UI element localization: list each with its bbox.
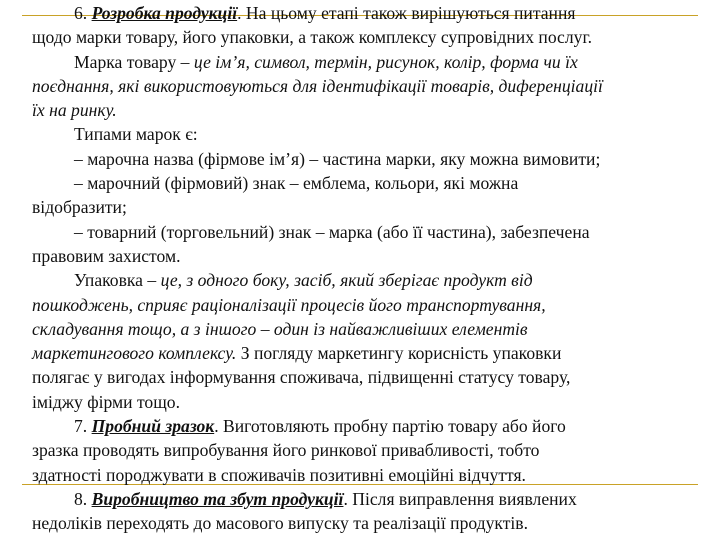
- definition-text: це, з одного боку, засіб, який зберігає продукт від: [160, 270, 533, 291]
- term: Упаковка –: [74, 270, 161, 291]
- body-text: Виготовляють пробну партію товару або його: [218, 416, 566, 437]
- section-8-heading-line: [32, 487, 692, 511]
- section-number: 6.: [74, 3, 92, 23]
- body-text: Після виправлення виявлених: [347, 488, 577, 509]
- body-text-line: здатності породжувати в споживачів позитивні емоційні відчуття.: [32, 464, 526, 485]
- punctuation: .: [343, 488, 348, 509]
- section-number: 7.: [74, 416, 92, 437]
- mixed-text-line: [32, 341, 692, 365]
- definition-text: маркетингового комплексу.: [32, 343, 237, 364]
- definition-text-line: складування тощо, а з іншого – один із найважливіших елементів: [32, 318, 528, 339]
- section-7-heading-line: [32, 414, 692, 438]
- definition-text: це ім’я, символ, термін, рисунок, колір, форма чи їх: [193, 51, 578, 72]
- list-item-continuation: правовим захистом.: [32, 245, 181, 266]
- punctuation: .: [237, 3, 242, 23]
- section-title: Виробництво та збут продукції: [91, 488, 344, 509]
- body-text-line: недоліків переходять до масового випуску та реалізації продуктів.: [32, 513, 529, 534]
- list-item-continuation: відобразити;: [32, 197, 127, 218]
- list-item: – марочна назва (фірмове ім’я) – частина марки, яку можна вимовити;: [74, 148, 601, 169]
- section-title: Розробка продукції: [91, 3, 238, 23]
- definition-text-line: їх на ринку.: [32, 100, 117, 121]
- body-text-line: зразка проводять випробування його ринкової привабливості, тобто: [32, 440, 540, 461]
- section-title: Пробний зразок: [91, 416, 215, 437]
- definition-text-line: поєднання, які використовуються для ідентифікації товарів, диференціації: [32, 75, 603, 96]
- body-text: З погляду маркетингу корисність упаковки: [236, 343, 562, 364]
- body-text-line: полягає у вигодах інформування споживача, підвищенні статусу товару,: [32, 367, 571, 388]
- body-text-line: щодо марки товару, його упаковки, а також комплексу супровідних послуг.: [32, 27, 593, 48]
- punctuation: .: [214, 416, 219, 437]
- brand-definition-line: [32, 50, 692, 74]
- body-text-line: іміджу фірми тощо.: [32, 391, 180, 412]
- list-item: – товарний (торговельний) знак – марка (або її частина), забезпечена: [74, 221, 590, 242]
- list-item: – марочний (фірмовий) знак – емблема, кольори, які можна: [74, 173, 519, 194]
- term: Марка товару –: [74, 51, 194, 72]
- section-6-heading-line: [32, 1, 692, 25]
- packaging-definition-line: [32, 268, 692, 292]
- body-text: На цьому етапі також вирішуються питання: [241, 3, 576, 23]
- definition-text-line: пошкоджень, сприяє раціоналізації процесів його транспортування,: [32, 294, 546, 315]
- body-text-line: Типами марок є:: [74, 124, 198, 145]
- document-body: [32, 1, 692, 536]
- section-number: 8.: [74, 488, 92, 509]
